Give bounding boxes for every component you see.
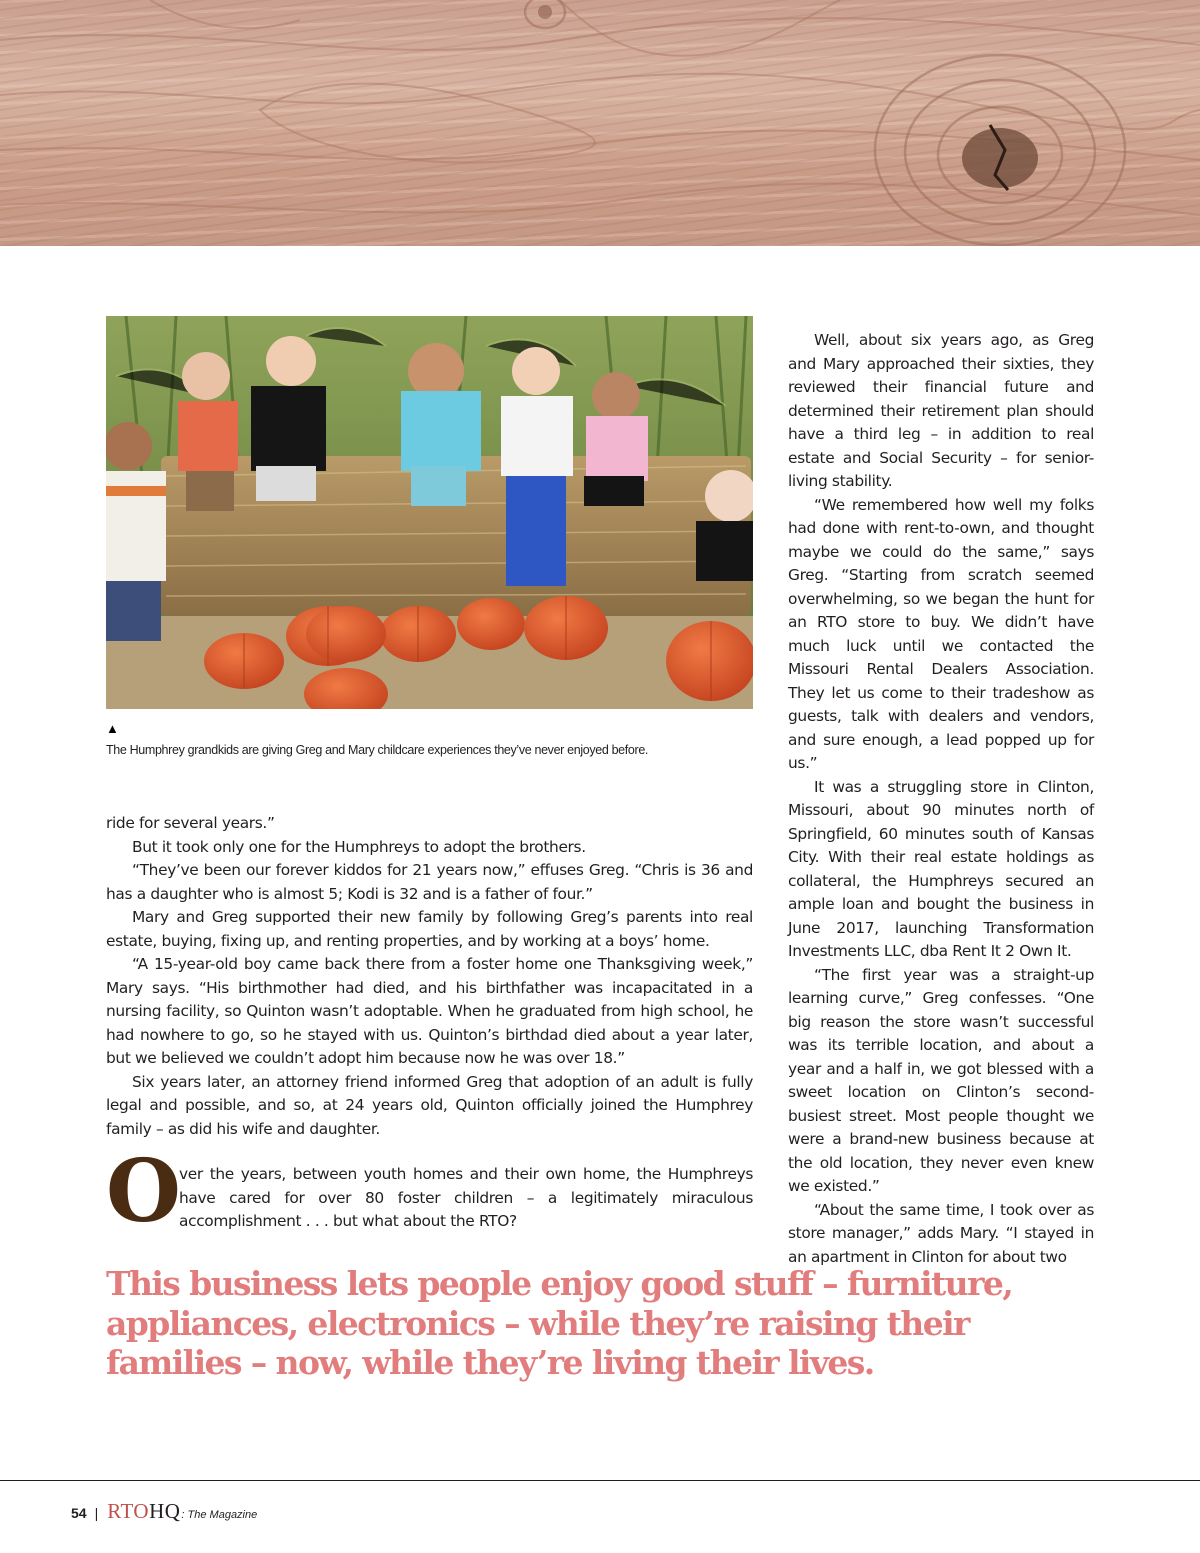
caption-marker-icon: ▲ [106,721,119,736]
paragraph: Well, about six years ago, as Greg and Mary approached their sixties, they reviewed their financial future and determined their retirement plan should have a third leg – in addition to real estate and Social Security – for senior-living stability. [788,331,1094,490]
paragraph: “We remembered how well my folks had done with rent-to-own, and thought maybe we could do the same,” says Greg. “Starting from scratch seemed overwhelming, so we began the hunt for an RTO store to buy. We didn’t have much luck until we contacted the Missouri Rental Dealers Association. They let us come to their tradeshow as guests, talk with dealers and vendors, and sure enough, a lead popped up for us.” [788,495,1094,772]
pull-quote: This business lets people enjoy good stuff – furniture, appliances, electronics – while they’re raising their families – now, while they’re living their lives. [106,1264,1013,1382]
left-column [106,812,753,1141]
paragraph: Six years later, an attorney friend informed Greg that adoption of an adult is fully legal and possible, and so, at 24 years old, Quinton officially joined the Humphrey family – as did his wife and daughter. [106,1072,753,1138]
photo-grandkids-hay-bales [106,316,753,709]
wood-banner [0,0,1200,246]
dropcap-letter: O [106,1141,181,1242]
footer-divider [0,1480,1200,1481]
page-footer [71,1499,257,1523]
paragraph: “The first year was a straight-up learning curve,” Greg confesses. “One big reason the store wasn’t successful was its terrible location, and about a year and a half in, we got blessed with a sweet location on Clinton’s second-busiest street. Most people thought we were a brand-new business because at the old location, they never even knew we existed.” [788,965,1094,1195]
dropcap-paragraph-text: ver the years, between youth homes and their own home, the Humphreys have cared for over 80 foster children – a legitimately miraculous accomplishment . . . but what about the RTO? [179,1165,753,1230]
paragraph: “A 15-year-old boy came back there from a foster home one Thanksgiving week,” Mary says. “His birthmother had died, and his birthfather was incapacitated in a nursing facility, so Quinton wasn’t adoptable. When he graduated from high school, he had nowhere to go, so he stayed with us. Quinton’s birthdad died about a year later, but we believed we couldn’t adopt him because now he was over 18.” [106,955,753,1067]
paragraph: But it took only one for the Humphreys to adopt the brothers. [132,837,586,856]
magazine-logo-hq: HQ [149,1499,181,1523]
footer-separator: | [94,1505,99,1521]
photo-caption: The Humphrey grandkids are giving Greg and Mary childcare experiences they’ve never enjoyed before. [106,743,649,757]
paragraph: ride for several years.” [106,814,275,832]
wood-grain-image [0,0,1200,246]
page-number: 54 [71,1505,87,1521]
right-column [788,329,1094,1269]
paragraph: “About the same time, I took over as store manager,” adds Mary. “I stayed in an apartment in Clinton for about two [788,1200,1094,1266]
paragraph: It was a struggling store in Clinton, Missouri, about 90 minutes north of Springfield, 60 minutes south of Kansas City. With their real estate holdings as collateral, the Humphreys secured an ample loan and bought the business in June 2017, launching Transformation Investments LLC, dba Rent It 2 Own It. [788,777,1094,960]
paragraph: Mary and Greg supported their new family by following Greg’s parents into real estate, buying, fixing up, and renting properties, and by working at a boys’ home. [106,908,753,950]
paragraph: “They’ve been our forever kiddos for 21 years now,” effuses Greg. “Chris is 36 and has a daughter who is almost 5; Kodi is 32 and is a father of four.” [106,861,753,903]
magazine-logo-rto: RTO [107,1499,150,1523]
photo-image [106,316,753,709]
magazine-logo-subtitle: : The Magazine [181,1509,258,1521]
dropcap-paragraph [106,1141,753,1242]
